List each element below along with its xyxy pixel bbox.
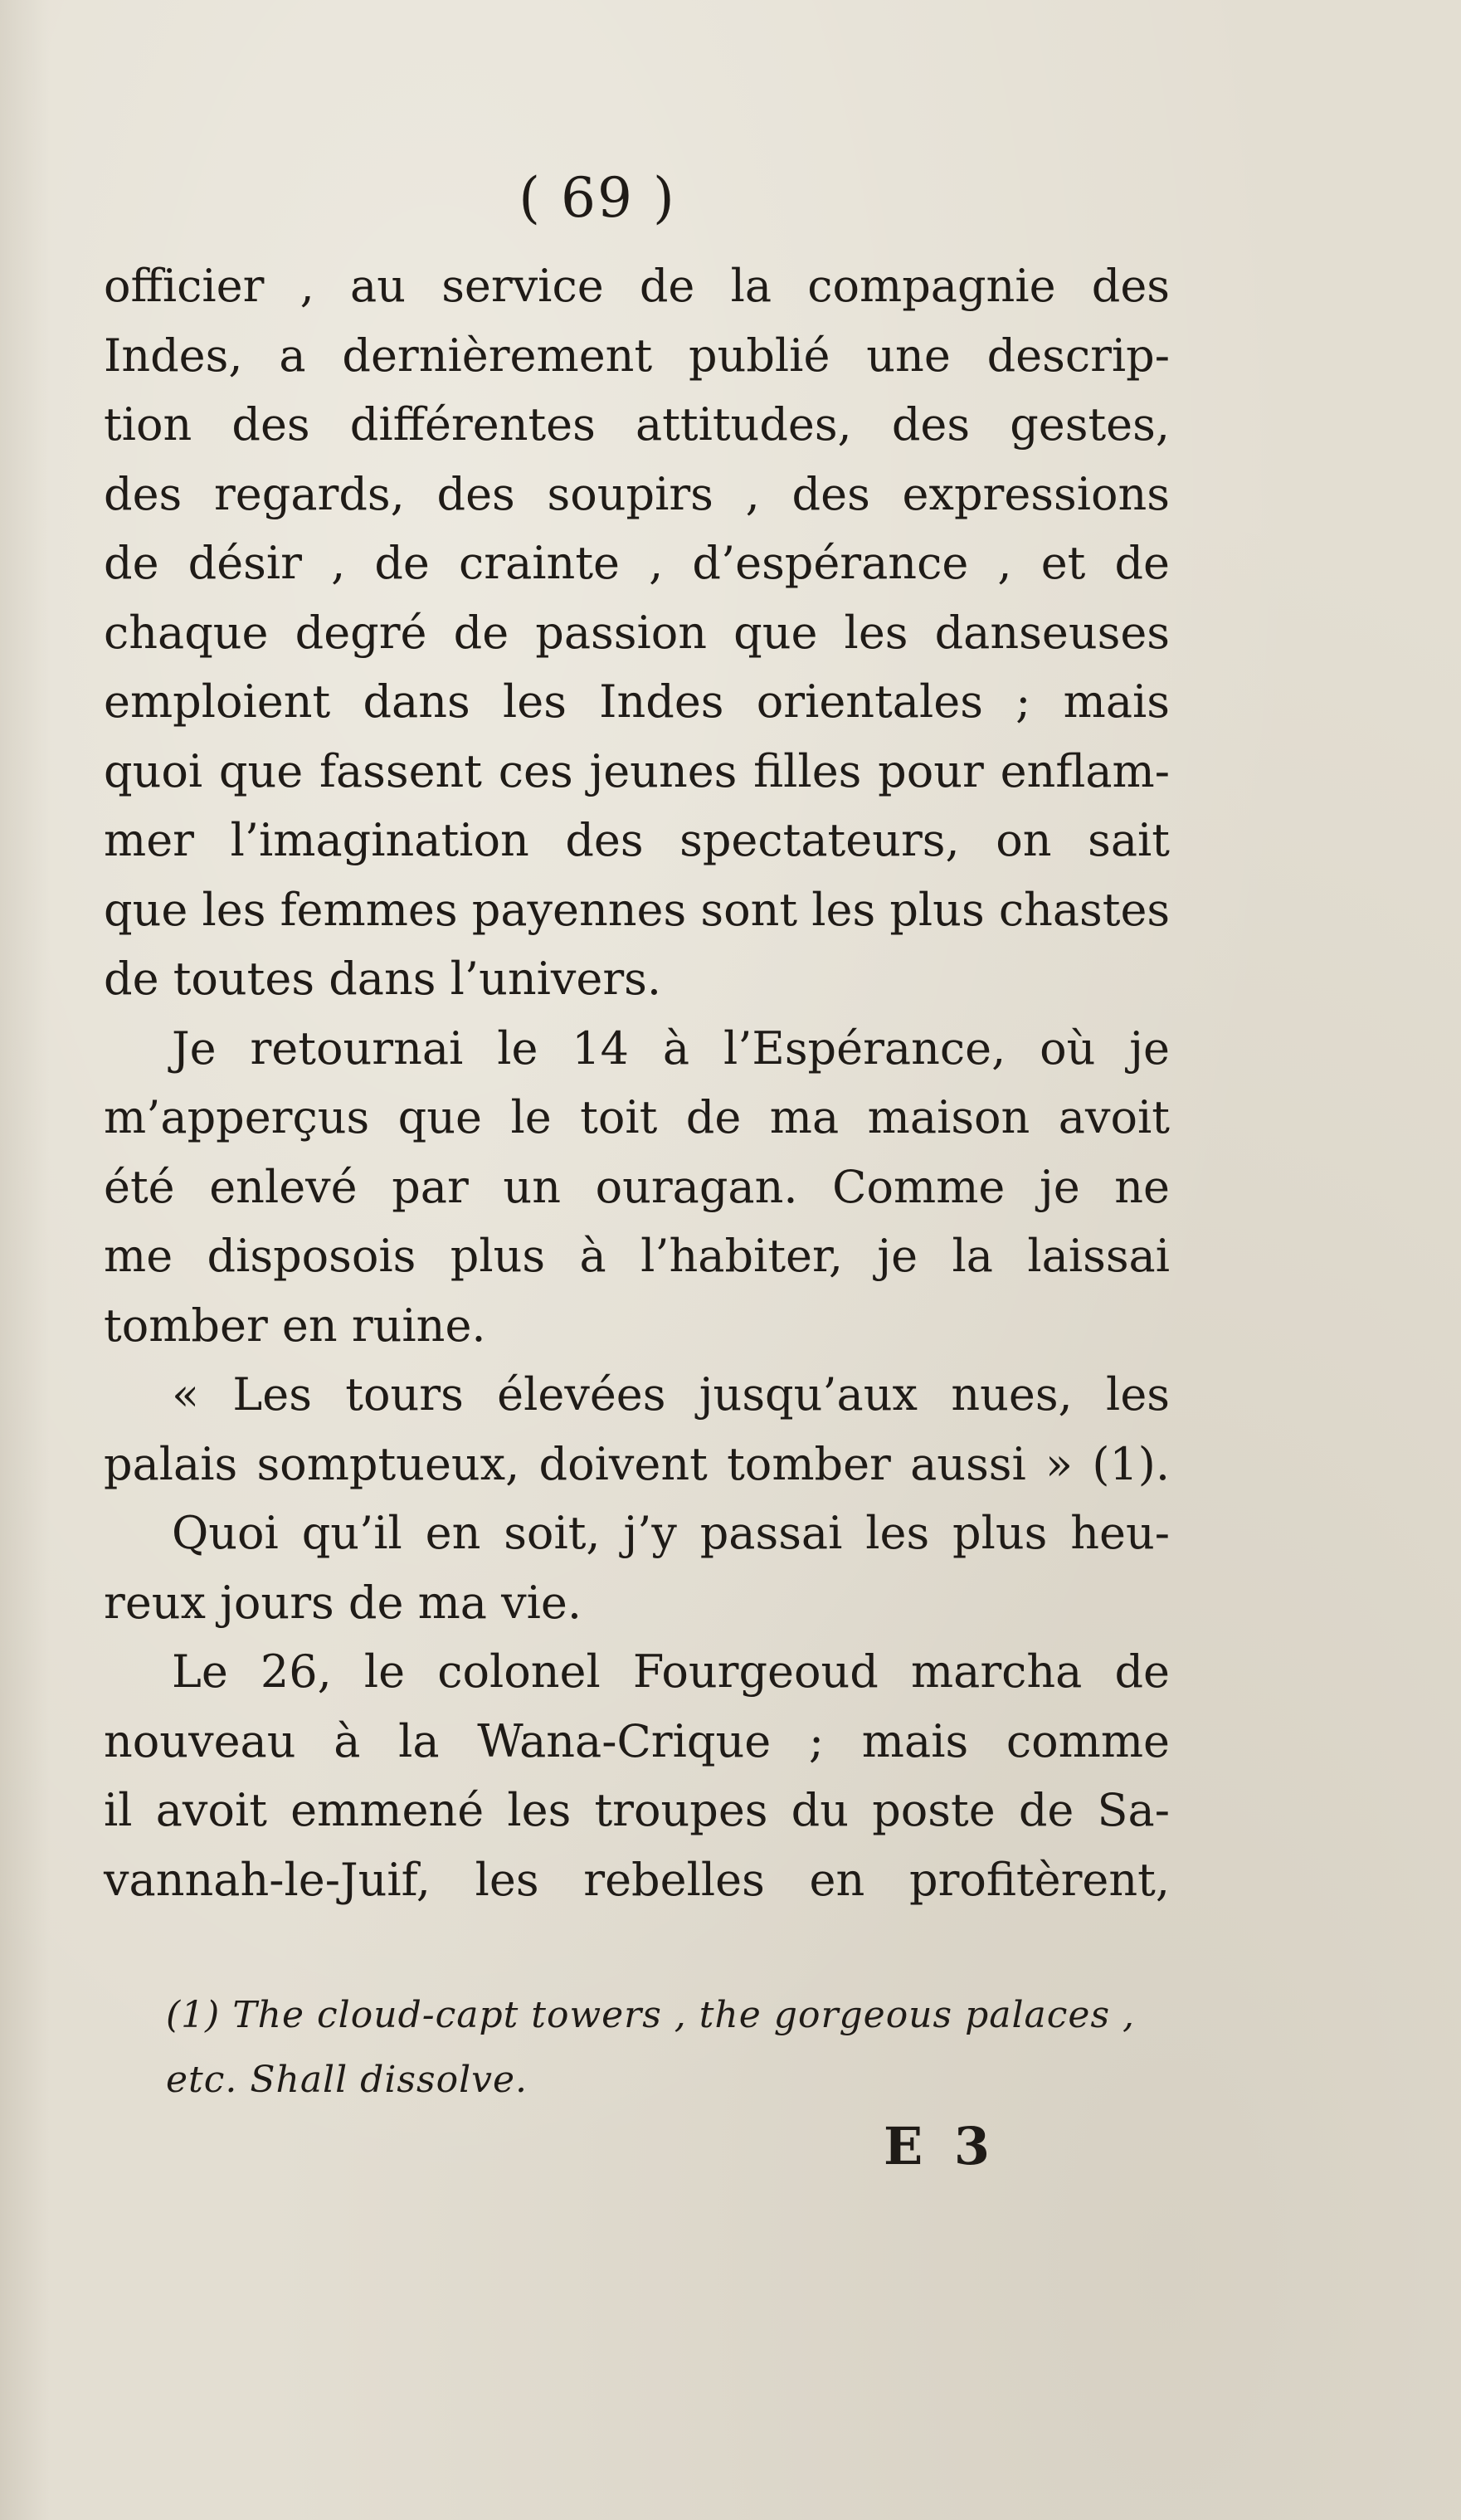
text-line: de toutes dans l’univers. [104, 953, 662, 1005]
text-line: reux jours de ma vie. [104, 1576, 582, 1629]
text-line: « Les tours élevées jusqu’aux nues, les [172, 1368, 1170, 1421]
text-line: tomber en ruine. [104, 1299, 486, 1352]
text-line: palais somptueux, doivent tomber aussi » (1). [104, 1437, 1170, 1490]
text-line: que les femmes payennes sont les plus chastes [104, 883, 1171, 936]
text-line: été enlevé par un ouragan. Comme je ne [104, 1160, 1170, 1213]
footnote-line: etc. Shall dissolve. [166, 2059, 528, 2101]
body-text [104, 251, 1170, 1914]
text-line: quoi que fassent ces jeunes filles pour enflam- [104, 744, 1170, 797]
text-line: m’apperçus que le toit de ma maison avoit [104, 1091, 1170, 1143]
text-line: emploient dans les Indes orientales ; mais [104, 675, 1170, 728]
text-line: Quoi qu’il en soit, j’y passai les plus heu- [172, 1507, 1170, 1559]
text-line: Indes, a dernièrement publié une descrip- [104, 329, 1170, 382]
footnote [166, 1983, 1203, 2113]
page-number: ( 69 ) [519, 166, 676, 230]
text-line: mer l’imagination des spectateurs, on sait [104, 814, 1170, 866]
text-line: Le 26, le colonel Fourgeoud marcha de [172, 1645, 1170, 1698]
text-line: il avoit emmené les troupes du poste de Sa- [104, 1784, 1170, 1836]
text-line: vannah-le-Juif, les rebelles en profitèrent, [104, 1853, 1170, 1906]
signature-mark: E 3 [884, 2116, 996, 2176]
text-line: tion des différentes attitudes, des gestes, [104, 398, 1170, 451]
text-line: chaque degré de passion que les danseuses [104, 606, 1170, 659]
text-line: des regards, des soupirs , des expressions [104, 467, 1170, 520]
text-line: Je retournai le 14 à l’Espérance, où je [172, 1021, 1170, 1075]
text-line: officier , au service de la compagnie des [104, 260, 1170, 312]
text-line: nouveau à la Wana-Crique ; mais comme [104, 1714, 1170, 1767]
text-line: me disposois plus à l’habiter, je la laissai [104, 1230, 1170, 1282]
footnote-line: (1) The cloud-capt towers , the gorgeous palaces , [166, 1994, 1136, 2036]
text-line: de désir , de crainte , d’espérance , et de [104, 537, 1170, 589]
